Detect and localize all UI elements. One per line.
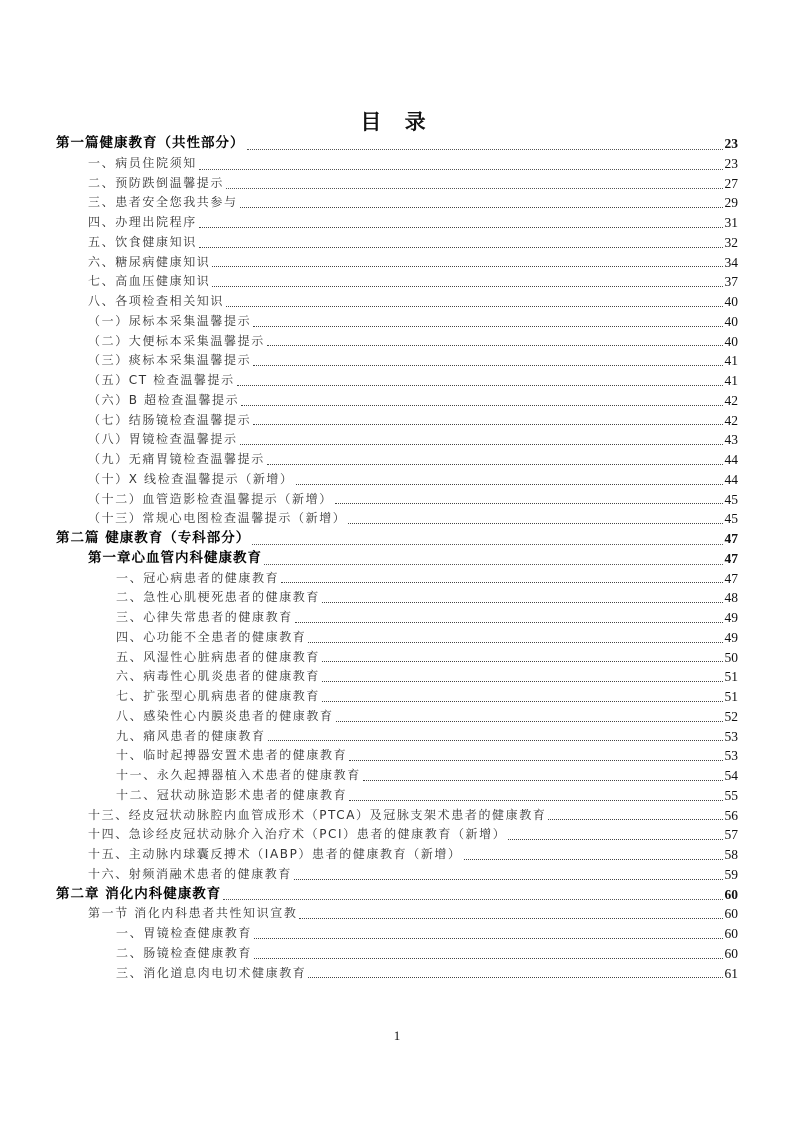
toc-entry-label: 五、风湿性心脏病患者的健康教育 [116, 649, 321, 664]
toc-entry-label: 三、消化道息肉电切术健康教育 [116, 965, 307, 980]
toc-entry[interactable] [56, 569, 738, 589]
toc-entry[interactable] [56, 608, 738, 628]
dot-leader [308, 642, 722, 643]
toc-entry-page: 60 [724, 886, 738, 902]
dot-leader [254, 938, 722, 939]
toc-entry[interactable] [56, 944, 738, 964]
toc-entry-page: 45 [724, 491, 738, 507]
table-of-contents [56, 134, 738, 983]
toc-entry-label: 七、扩张型心肌病患者的健康教育 [116, 689, 321, 703]
toc-entry[interactable] [56, 845, 738, 865]
toc-entry[interactable] [56, 727, 738, 747]
toc-entry[interactable] [56, 450, 738, 470]
toc-entry[interactable] [56, 924, 738, 944]
dot-leader [241, 405, 722, 406]
toc-entry-label: 三、心律失常患者的健康教育 [116, 610, 293, 624]
toc-entry-page: 40 [724, 313, 738, 329]
toc-entry[interactable] [56, 292, 738, 312]
toc-entry-label: 第二篇 健康教育（专科部分） [56, 530, 251, 546]
toc-entry-label: 一、胃镜检查健康教育 [116, 926, 253, 940]
toc-entry-page: 42 [724, 392, 738, 408]
toc-entry-label: （六）B 超检查温馨提示 [88, 392, 240, 407]
dot-leader [253, 365, 722, 366]
toc-entry-page: 40 [724, 294, 738, 309]
toc-entry-label: 一、冠心病患者的健康教育 [116, 570, 280, 585]
toc-entry-page: 45 [724, 511, 738, 527]
dot-leader [281, 582, 722, 583]
toc-entry-page: 31 [724, 215, 738, 230]
toc-entry-page: 58 [724, 847, 738, 862]
toc-entry-label: 四、心功能不全患者的健康教育 [116, 629, 307, 644]
dot-leader [226, 306, 722, 307]
dot-leader [296, 484, 723, 485]
dot-leader [212, 286, 722, 287]
dot-leader [252, 544, 722, 545]
toc-entry[interactable] [56, 272, 738, 292]
toc-entry-page: 51 [724, 689, 738, 704]
toc-entry-label: 二、预防跌倒温馨提示 [88, 175, 225, 190]
toc-entry-page: 29 [724, 195, 738, 211]
toc-title: 目 录 [360, 110, 434, 134]
dot-leader [508, 839, 722, 840]
toc-entry-label: 十一、永久起搏器植入术患者的健康教育 [116, 768, 361, 782]
toc-entry-page: 55 [724, 787, 738, 803]
dot-leader [349, 800, 722, 801]
dot-leader [336, 721, 723, 722]
toc-entry[interactable] [56, 312, 738, 332]
dot-leader [322, 681, 722, 682]
dot-leader [363, 780, 723, 781]
toc-heading-entry[interactable] [56, 549, 738, 569]
toc-entry[interactable] [56, 687, 738, 707]
toc-entry[interactable] [56, 786, 738, 806]
toc-entry[interactable] [56, 490, 738, 510]
toc-entry[interactable] [56, 964, 738, 984]
toc-entry-page: 34 [724, 254, 738, 270]
toc-entry-page: 53 [724, 748, 738, 764]
dot-leader [199, 247, 723, 248]
toc-entry-page: 43 [724, 432, 738, 448]
toc-entry[interactable] [56, 351, 738, 371]
toc-entry-label: 二、急性心肌梗死患者的健康教育 [116, 590, 321, 605]
toc-entry[interactable] [56, 707, 738, 727]
dot-leader [335, 503, 723, 504]
toc-entry[interactable] [56, 253, 738, 273]
toc-entry-page: 49 [724, 629, 738, 645]
toc-entry[interactable] [56, 746, 738, 766]
toc-entry-label: （三）痰标本采集温馨提示 [88, 353, 252, 368]
dot-leader [240, 207, 723, 208]
dot-leader [267, 464, 723, 465]
toc-entry-page: 50 [724, 649, 738, 665]
dot-leader [247, 149, 723, 150]
toc-entry-label: （八）胃镜检查温馨提示 [88, 432, 238, 447]
toc-entry[interactable] [56, 470, 738, 490]
toc-entry-page: 61 [724, 965, 738, 981]
toc-entry-label: （一）尿标本采集温馨提示 [88, 313, 252, 328]
toc-entry[interactable] [56, 806, 738, 826]
dot-leader [294, 879, 722, 880]
dot-leader [548, 819, 722, 820]
toc-entry-page: 27 [724, 175, 738, 191]
toc-entry-page: 60 [724, 945, 738, 961]
toc-entry[interactable] [56, 411, 738, 431]
toc-entry-page: 57 [724, 827, 738, 843]
dot-leader [322, 602, 722, 603]
toc-entry-page: 42 [724, 412, 738, 428]
toc-entry-label: （十三）常规心电图检查温馨提示（新增） [88, 511, 347, 526]
toc-entry-page: 44 [724, 471, 738, 487]
dot-leader [237, 385, 723, 386]
dot-leader [223, 899, 722, 900]
toc-entry-page: 47 [724, 531, 738, 546]
toc-entry-label: 九、痛风患者的健康教育 [116, 728, 266, 743]
toc-heading-entry[interactable] [56, 134, 738, 154]
toc-entry-page: 52 [724, 708, 738, 724]
toc-entry-page: 51 [724, 669, 738, 685]
toc-entry[interactable] [56, 213, 738, 233]
dot-leader [199, 169, 723, 170]
toc-entry-label: 十三、经皮冠状动脉腔内血管成形术（PTCA）及冠脉支架术患者的健康教育 [88, 807, 547, 822]
toc-entry-label: （二）大便标本采集温馨提示 [88, 333, 265, 348]
dot-leader [264, 564, 723, 565]
toc-entry-label: 第一节 消化内科患者共性知识宣教 [88, 906, 298, 921]
toc-entry-label: 五、饮食健康知识 [88, 234, 197, 249]
toc-entry-label: 六、糖尿病健康知识 [88, 254, 211, 269]
toc-entry-page: 23 [724, 136, 738, 151]
toc-entry-page: 44 [724, 452, 738, 467]
toc-entry-label: 八、感染性心内膜炎患者的健康教育 [116, 708, 334, 723]
toc-entry-label: 七、高血压健康知识 [88, 274, 211, 289]
toc-entry-page: 60 [724, 926, 738, 941]
toc-entry[interactable] [56, 430, 738, 450]
toc-entry-page: 60 [724, 906, 738, 922]
toc-entry-page: 54 [724, 768, 738, 783]
toc-entry-page: 53 [724, 728, 738, 744]
toc-entry-page: 56 [724, 807, 738, 823]
dot-leader [212, 266, 722, 267]
toc-entry[interactable] [56, 154, 738, 174]
toc-entry[interactable] [56, 628, 738, 648]
toc-entry-label: 十二、冠状动脉造影术患者的健康教育 [116, 787, 348, 802]
toc-entry-page: 47 [724, 570, 738, 586]
toc-entry-label: 六、病毒性心肌炎患者的健康教育 [116, 669, 321, 684]
toc-heading-entry[interactable] [56, 885, 738, 905]
toc-entry[interactable] [56, 766, 738, 786]
toc-entry-label: 十五、主动脉内球囊反搏术（IABP）患者的健康教育（新增） [88, 847, 462, 861]
toc-entry-label: （十二）血管造影检查温馨提示（新增） [88, 491, 333, 506]
toc-entry[interactable] [56, 825, 738, 845]
toc-entry-page: 23 [724, 155, 738, 171]
dot-leader [299, 918, 722, 919]
toc-entry-page: 32 [724, 234, 738, 250]
toc-entry-page: 49 [724, 610, 738, 625]
toc-entry-label: （五）CT 检查温馨提示 [88, 373, 235, 387]
toc-entry-page: 41 [724, 373, 738, 388]
toc-entry-label: 八、各项检查相关知识 [88, 294, 225, 308]
dot-leader [348, 523, 722, 524]
toc-entry-label: （七）结肠镜检查温馨提示 [88, 412, 252, 427]
dot-leader [267, 345, 723, 346]
dot-leader [226, 188, 722, 189]
toc-entry-page: 37 [724, 274, 738, 290]
toc-entry-page: 59 [724, 866, 738, 882]
toc-entry[interactable] [56, 193, 738, 213]
toc-entry[interactable] [56, 865, 738, 885]
dot-leader [254, 958, 722, 959]
toc-entry-label: 十、临时起搏器安置术患者的健康教育 [116, 748, 348, 763]
toc-entry[interactable] [56, 332, 738, 352]
toc-entry[interactable] [56, 904, 738, 924]
dot-leader [464, 859, 723, 860]
toc-entry[interactable] [56, 667, 738, 687]
toc-entry-label: （十）X 线检查温馨提示（新增） [88, 471, 294, 486]
dot-leader [240, 444, 723, 445]
dot-leader [322, 701, 722, 702]
dot-leader [199, 227, 723, 228]
dot-leader [253, 424, 722, 425]
toc-entry[interactable] [56, 509, 738, 529]
toc-entry[interactable] [56, 233, 738, 253]
toc-entry[interactable] [56, 371, 738, 391]
toc-entry-label: 第一章心血管内科健康教育 [88, 549, 262, 566]
dot-leader [308, 977, 722, 978]
toc-entry-label: 四、办理出院程序 [88, 215, 197, 229]
dot-leader [349, 760, 722, 761]
toc-entry-label: 第一篇健康教育（共性部分） [56, 135, 245, 151]
toc-entry-page: 41 [724, 353, 738, 369]
toc-entry-label: 十六、射频消融术患者的健康教育 [88, 866, 293, 881]
page-number: 1 [393, 1028, 401, 1043]
toc-entry-label: 一、病员住院须知 [88, 155, 197, 170]
dot-leader [268, 740, 723, 741]
toc-entry[interactable] [56, 174, 738, 194]
dot-leader [253, 326, 722, 327]
toc-entry-page: 40 [724, 333, 738, 349]
toc-entry-label: 三、患者安全您我共参与 [88, 195, 238, 210]
toc-entry[interactable] [56, 588, 738, 608]
toc-entry-page: 47 [724, 550, 738, 566]
toc-entry[interactable] [56, 648, 738, 668]
toc-entry-label: 第二章 消化内科健康教育 [56, 885, 222, 902]
toc-entry-page: 48 [724, 590, 738, 606]
toc-heading-entry[interactable] [56, 529, 738, 549]
dot-leader [295, 622, 723, 623]
toc-entry-label: （九）无痛胃镜检查温馨提示 [88, 452, 265, 466]
toc-entry-label: 十四、急诊经皮冠状动脉介入治疗术（PCI）患者的健康教育（新增） [88, 827, 507, 842]
toc-entry[interactable] [56, 391, 738, 411]
dot-leader [322, 661, 722, 662]
toc-entry-label: 二、肠镜检查健康教育 [116, 945, 253, 960]
